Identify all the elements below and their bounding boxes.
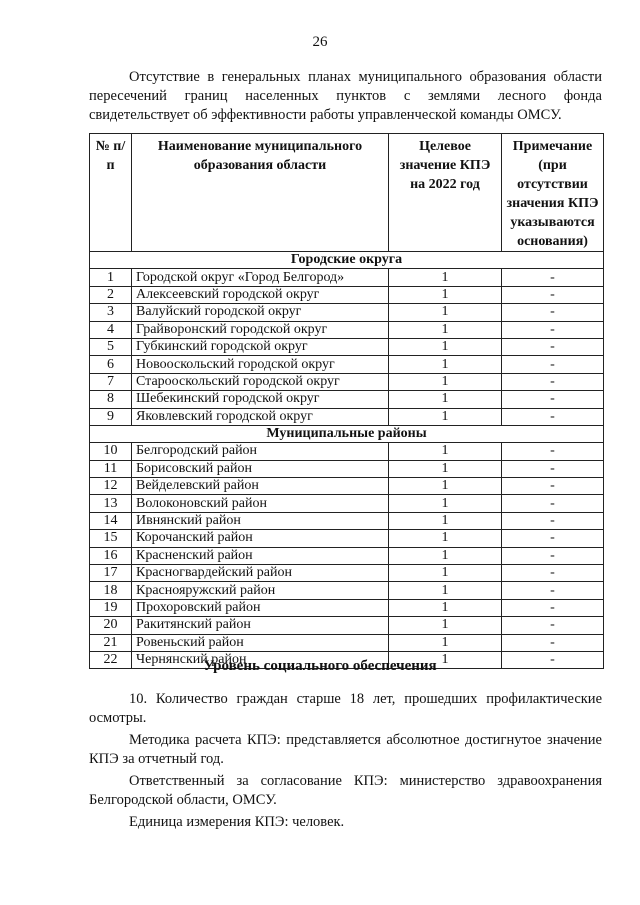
row-num: 17 (90, 565, 132, 582)
header-value: Целевое значение КПЭ на 2022 год (389, 134, 502, 252)
page-number: 26 (312, 34, 328, 50)
table-row (90, 582, 604, 599)
row-num: 20 (90, 617, 132, 634)
row-num: 15 (90, 530, 132, 547)
section-row-districts (90, 425, 604, 442)
row-note: - (502, 495, 604, 512)
row-name: Волоконовский район (132, 495, 389, 512)
row-name: Корочанский район (132, 530, 389, 547)
paragraph-responsible: Ответственный за согласование КПЭ: министерство здравоохранения Белгородской области, ОМСУ. (89, 773, 602, 808)
table-row (90, 565, 604, 582)
row-note: - (502, 651, 604, 668)
row-value: 1 (389, 547, 502, 564)
section-title-districts: Муниципальные районы (90, 425, 604, 442)
row-name: Старооскольский городской округ (132, 373, 389, 390)
row-name: Алексеевский городской округ (132, 286, 389, 303)
row-name: Прохоровский район (132, 599, 389, 616)
row-name: Городской округ «Город Белгород» (132, 269, 389, 286)
row-num: 12 (90, 478, 132, 495)
row-note: - (502, 356, 604, 373)
row-num: 1 (90, 269, 132, 286)
row-num: 21 (90, 634, 132, 651)
row-num: 4 (90, 321, 132, 338)
row-name: Шебекинский городской округ (132, 391, 389, 408)
row-value: 1 (389, 599, 502, 616)
row-note: - (502, 530, 604, 547)
intro-text: Отсутствие в генеральных планах муниципального образования области пересечений границ населенных пунктов с землями лесного фонда свидетельствует об эффективности работы управленческой команды ОМСУ. (89, 69, 602, 123)
row-note: - (502, 634, 604, 651)
row-num: 6 (90, 356, 132, 373)
paragraph-unit: Единица измерения КПЭ: человек. (129, 814, 345, 830)
table-row (90, 547, 604, 564)
row-note: - (502, 391, 604, 408)
row-value: 1 (389, 495, 502, 512)
row-note: - (502, 460, 604, 477)
row-name: Ивнянский район (132, 512, 389, 529)
row-value: 1 (389, 408, 502, 425)
row-value: 1 (389, 391, 502, 408)
header-num: № п/п (90, 134, 132, 252)
paragraph-method: Методика расчета КПЭ: представляется абсолютное достигнутое значение КПЭ за отчетный год. (89, 732, 602, 767)
row-num: 2 (90, 286, 132, 303)
section-row-urban (90, 252, 604, 269)
row-num: 19 (90, 599, 132, 616)
row-num: 22 (90, 651, 132, 668)
table-row (90, 443, 604, 460)
section-heading: Уровень социального обеспечения (203, 658, 437, 674)
table-row (90, 599, 604, 616)
row-name: Губкинский городской округ (132, 338, 389, 355)
table-row (90, 356, 604, 373)
table-row (90, 304, 604, 321)
row-name: Ровеньский район (132, 634, 389, 651)
row-note: - (502, 269, 604, 286)
table-row (90, 478, 604, 495)
row-num: 16 (90, 547, 132, 564)
row-num: 3 (90, 304, 132, 321)
row-num: 14 (90, 512, 132, 529)
row-value: 1 (389, 634, 502, 651)
table-row (90, 391, 604, 408)
row-name: Яковлевский городской округ (132, 408, 389, 425)
row-note: - (502, 582, 604, 599)
row-name: Новооскольский городской округ (132, 356, 389, 373)
row-value: 1 (389, 565, 502, 582)
row-note: - (502, 617, 604, 634)
table-row (90, 373, 604, 390)
row-note: - (502, 321, 604, 338)
table-row (90, 321, 604, 338)
row-note: - (502, 443, 604, 460)
row-value: 1 (389, 338, 502, 355)
row-note: - (502, 547, 604, 564)
row-num: 10 (90, 443, 132, 460)
row-note: - (502, 286, 604, 303)
row-value: 1 (389, 356, 502, 373)
row-note: - (502, 599, 604, 616)
row-value: 1 (389, 478, 502, 495)
row-num: 11 (90, 460, 132, 477)
table-row (90, 512, 604, 529)
table-row (90, 495, 604, 512)
kpe-table (89, 133, 604, 669)
row-note: - (502, 408, 604, 425)
row-value: 1 (389, 530, 502, 547)
intro-paragraph (89, 68, 602, 125)
row-value: 1 (389, 617, 502, 634)
row-name: Красненский район (132, 547, 389, 564)
row-value: 1 (389, 582, 502, 599)
body-text (89, 690, 602, 835)
row-value: 1 (389, 460, 502, 477)
table-row (90, 634, 604, 651)
row-name: Валуйский городской округ (132, 304, 389, 321)
row-num: 18 (90, 582, 132, 599)
row-num: 13 (90, 495, 132, 512)
row-value: 1 (389, 512, 502, 529)
table-row (90, 286, 604, 303)
row-note: - (502, 338, 604, 355)
row-value: 1 (389, 443, 502, 460)
section-title-urban: Городские округа (90, 252, 604, 269)
table-row (90, 530, 604, 547)
row-value: 1 (389, 304, 502, 321)
row-note: - (502, 373, 604, 390)
table-row (90, 269, 604, 286)
table-row (90, 338, 604, 355)
row-num: 5 (90, 338, 132, 355)
row-value: 1 (389, 651, 502, 668)
table-row (90, 617, 604, 634)
row-name: Вейделевский район (132, 478, 389, 495)
row-name: Ракитянский район (132, 617, 389, 634)
row-note: - (502, 512, 604, 529)
row-value: 1 (389, 269, 502, 286)
row-name: Грайворонский городской округ (132, 321, 389, 338)
row-num: 9 (90, 408, 132, 425)
header-note: Примечание (при отсутствии значения КПЭ указываются основания) (502, 134, 604, 252)
row-num: 7 (90, 373, 132, 390)
row-note: - (502, 478, 604, 495)
row-value: 1 (389, 321, 502, 338)
row-note: - (502, 565, 604, 582)
row-name: Краснояружский район (132, 582, 389, 599)
header-name: Наименование муниципального образования области (132, 134, 389, 252)
table-row (90, 460, 604, 477)
row-name: Белгородский район (132, 443, 389, 460)
table-row (90, 408, 604, 425)
row-note: - (502, 304, 604, 321)
row-value: 1 (389, 373, 502, 390)
row-name: Красногвардейский район (132, 565, 389, 582)
paragraph-indicator: 10. Количество граждан старше 18 лет, прошедших профилактические осмотры. (89, 691, 602, 726)
row-name: Чернянский район (132, 651, 389, 668)
row-num: 8 (90, 391, 132, 408)
row-name: Борисовский район (132, 460, 389, 477)
row-value: 1 (389, 286, 502, 303)
table-header-row (90, 134, 604, 252)
